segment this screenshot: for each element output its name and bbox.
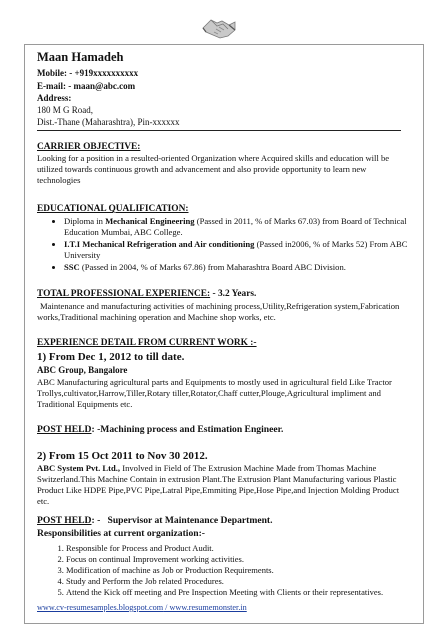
responsibility-item: 3. Modification of machine as Job or Production Requirements. (66, 565, 436, 576)
responsibilities-list (52, 543, 436, 598)
education-detail: (Passed in2006, % of Marks 52) From ABC University (64, 239, 408, 260)
job2-description (37, 463, 405, 507)
job2-company: ABC System Pvt. Ltd., (37, 463, 121, 473)
education-heading: EDUCATIONAL QUALIFICATION: (37, 204, 189, 214)
education-degree: I.T.I Mechanical Refrigeration and Air conditioning (64, 239, 255, 249)
job2-post-sep: : - (91, 515, 101, 526)
education-item (64, 262, 419, 273)
objective-text: Looking for a position in a resulted-oriented Organization where Acquired skills and education will be utilized towards continuous growth and advancement and also provide opportunity to learn new technologies (37, 153, 390, 185)
responsibilities-heading: Responsibilities at current organization:- (37, 528, 205, 539)
experience-detail-heading: EXPERIENCE DETAIL FROM CURRENT WORK :- (37, 338, 257, 348)
footer-link-resumemonster[interactable]: www.resumemonster.in (169, 603, 247, 612)
job2-desc-text: Involved in Field of The Extrusion Machine Made from Thomas Machine Switzerland.This Machine Contain in extrusion Plant.The Extrusion Plant Manufacturing various Plastic Product Like HDPE Pipe,PVC Pipe,Latral Pipe,Emmiting Pipe,Hose Pipe,and Injection Molding Product etc. (37, 463, 400, 506)
education-item (64, 239, 419, 261)
objective-heading: CARRIER OBJECTIVE: (37, 142, 141, 152)
address-label: Address: (37, 93, 72, 103)
job1-description: ABC Manufacturing agricultural parts and Equipments to mostly used in agricultural field Like Tractor Trollys,cultivator,Harrow,Tiller,Rotary tiller,Rotator,Chaff cutter,Plouge,Agricultural impliment and Traditional Equipments etc. (37, 377, 392, 409)
job2-post (37, 515, 273, 526)
footer-link-separator: / (163, 603, 170, 612)
candidate-name: Maan Hamadeh (37, 50, 124, 64)
education-detail: (Passed in 2011, % of Marks 67.03) from Board of Technical Education Mumbai, ABC College. (64, 216, 407, 237)
education-list (52, 216, 419, 274)
job2-post-title: Supervisor at Maintenance Department. (107, 515, 273, 526)
education-item (64, 216, 419, 238)
responsibility-item: 2. Focus on continual Improvement working activities. (66, 554, 436, 565)
responsibility-item: 1. Responsible for Process and Product Audit. (66, 543, 436, 554)
address-line-1: 180 M G Road, (37, 105, 93, 115)
job1-post (37, 424, 283, 435)
header-divider (37, 130, 401, 131)
job2-period: 2) From 15 Oct 2011 to Nov 30 2012. (37, 450, 208, 462)
education-degree: Mechanical Engineering (105, 216, 195, 226)
education-detail: (Passed in 2004, % of Marks 67.86) from Maharashtra Board ABC Division. (79, 262, 346, 272)
email-line: E-mail: - maan@abc.com (37, 81, 136, 91)
job1-company: ABC Group, Bangalore (37, 365, 128, 375)
job1-post-label: POST HELD (37, 424, 92, 435)
footer-link-cv-samples[interactable]: www.cv-resumesamples.blogspot.com (37, 603, 164, 612)
education-prefix: Diploma in (64, 216, 106, 226)
responsibility-item: 4. Study and Perform the Job related Procedures. (66, 576, 436, 587)
experience-summary-title: TOTAL PROFESSIONAL EXPERIENCE: (37, 289, 211, 299)
mobile-line: Mobile: - +919xxxxxxxxxx (37, 68, 139, 78)
handshake-icon (202, 12, 236, 42)
address-line-2: Dist.-Thane (Maharashtra), Pin-xxxxxx (37, 117, 180, 127)
experience-summary-heading (37, 289, 256, 299)
footer-links (37, 603, 247, 612)
experience-years: - 3.2 Years. (210, 289, 257, 299)
job1-period: 1) From Dec 1, 2012 to till date. (37, 351, 185, 363)
job1-post-title: : -Machining process and Estimation Engineer. (91, 424, 284, 435)
job2-post-label: POST HELD (37, 515, 92, 526)
responsibility-item: 5. Attend the Kick off meeting and Pre Inspection Meeting with Clients or their representatives. (66, 587, 436, 598)
education-degree: SSC (64, 262, 80, 272)
experience-summary-text: Maintenance and manufacturing activities of machining process,Utility,Refrigeration system,Fabrication works,Traditional machining operation and Machine shop works, etc. (37, 301, 400, 322)
